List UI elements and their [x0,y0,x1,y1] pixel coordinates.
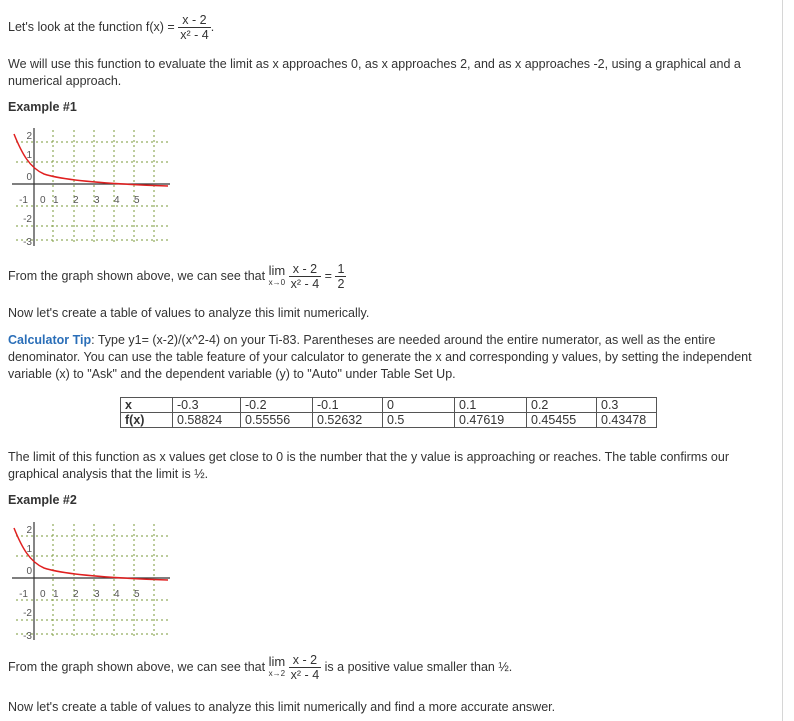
table-cell: 0.2 [527,398,597,413]
from-graph-suffix: is a positive value smaller than ½. [324,659,513,674]
fraction-numerator: x - 2 [182,13,207,27]
y-tick-0: 0 [26,566,32,577]
table-cell: -0.3 [173,398,241,413]
x-tick-3: 3 [94,589,100,600]
example2-graph [8,522,170,640]
example1-from-graph [8,262,346,291]
example2-heading: Example #2 [8,493,77,507]
scrollbar-track[interactable] [782,0,794,721]
table-cell: 0.52632 [313,413,383,428]
intro-paragraph: We will use this function to evaluate the limit as x approaches 0, as x approaches 2, and as x approaches -2, using a graphical and a numerical approach. [8,57,741,88]
calculator-tip-label: Calculator Tip [8,333,92,347]
table-cell: 0.1 [455,398,527,413]
row-label-x: x [121,398,173,413]
x-tick-neg1: -1 [19,589,28,600]
from-graph-prefix: From the graph shown above, we can see that [8,659,266,674]
limit-result [335,262,346,291]
limit-denominator: x² - 4 [290,277,320,291]
example1-table-intro: Now let's create a table of values to analyze this limit numerically. [8,306,370,320]
table-cell: 0.43478 [597,413,657,428]
table-cell: 0.58824 [173,413,241,428]
limit-notation [268,653,286,680]
x-tick-3: 3 [94,195,100,206]
table-cell: 0.5 [383,413,455,428]
x-tick-2: 2 [73,195,79,206]
table-cell: -0.1 [313,398,383,413]
graph-grid [16,524,168,638]
intro-line [8,13,214,42]
fraction-denominator: x² - 4 [180,28,209,42]
y-tick-neg3: -3 [23,237,32,246]
calculator-tip [8,332,773,383]
table-cell: 0.47619 [455,413,527,428]
x-tick-0: 0 [40,589,46,600]
x-tick-4: 4 [114,195,120,206]
table-cell: 0.55556 [241,413,313,428]
lim-word: lim [268,262,286,278]
row-label-fx: f(x) [121,413,173,428]
limit-numerator: x - 2 [292,262,318,276]
table-cell: 0 [383,398,455,413]
y-tick-0: 0 [26,172,32,183]
y-tick-neg2: -2 [23,214,32,225]
intro-prefix: Let's look at the function f(x) = [8,19,175,34]
example1-conclusion: The limit of this function as x values get close to 0 is the number that the y value is approaching or reaches. The table confirms our graphical analysis that the limit is ½. [8,450,729,481]
from-graph-prefix: From the graph shown above, we can see that [8,268,266,283]
y-tick-1: 1 [26,150,32,161]
example2-table-intro: Now let's create a table of values to analyze this limit numerically and find a more accurate answer. [8,700,556,714]
y-tick-1: 1 [26,544,32,555]
x-tick-2: 2 [73,589,79,600]
x-tick-0: 0 [40,195,46,206]
lim-word: lim [268,653,286,669]
limit-denominator: x² - 4 [290,668,320,682]
table-cell: 0.3 [597,398,657,413]
table-row-fx [121,413,657,428]
limit-notation [268,262,286,289]
lim-subscript: x→2 [268,668,286,678]
example2-from-graph [8,653,512,682]
table-cell: -0.2 [241,398,313,413]
graph-grid [16,130,168,244]
x-tick-4: 4 [114,589,120,600]
limit-fraction [289,262,321,291]
example1-heading: Example #1 [8,100,77,114]
x-tick-1: 1 [53,195,59,206]
y-tick-2: 2 [26,131,32,142]
result-denominator: 2 [337,277,345,291]
calculator-tip-text: : Type y1= (x-2)/(x^2-4) on your Ti-83. Parentheses are needed around the entire numerator, as well as the entire denominator. You can use the table feature of your calculator to generate the x and corresponding y values, by setting the independent variable (x) to "Ask" and the dependent variable (y) to "Auto" under Table Set Up. [8,333,752,381]
y-tick-neg3: -3 [23,631,32,640]
values-table [120,397,657,428]
table-cell: 0.45455 [527,413,597,428]
x-tick-1: 1 [53,589,59,600]
example1-graph [8,128,170,246]
lim-subscript: x→0 [268,277,286,287]
function-fraction [178,13,210,42]
y-tick-2: 2 [26,525,32,536]
equals-sign: = [324,268,332,283]
limit-fraction [289,653,321,682]
x-tick-5: 5 [134,195,140,206]
table-row-x [121,398,657,413]
result-numerator: 1 [337,262,345,276]
y-tick-neg2: -2 [23,608,32,619]
x-tick-5: 5 [134,589,140,600]
intro-suffix: . [210,19,215,34]
limit-numerator: x - 2 [292,653,318,667]
x-tick-neg1: -1 [19,195,28,206]
